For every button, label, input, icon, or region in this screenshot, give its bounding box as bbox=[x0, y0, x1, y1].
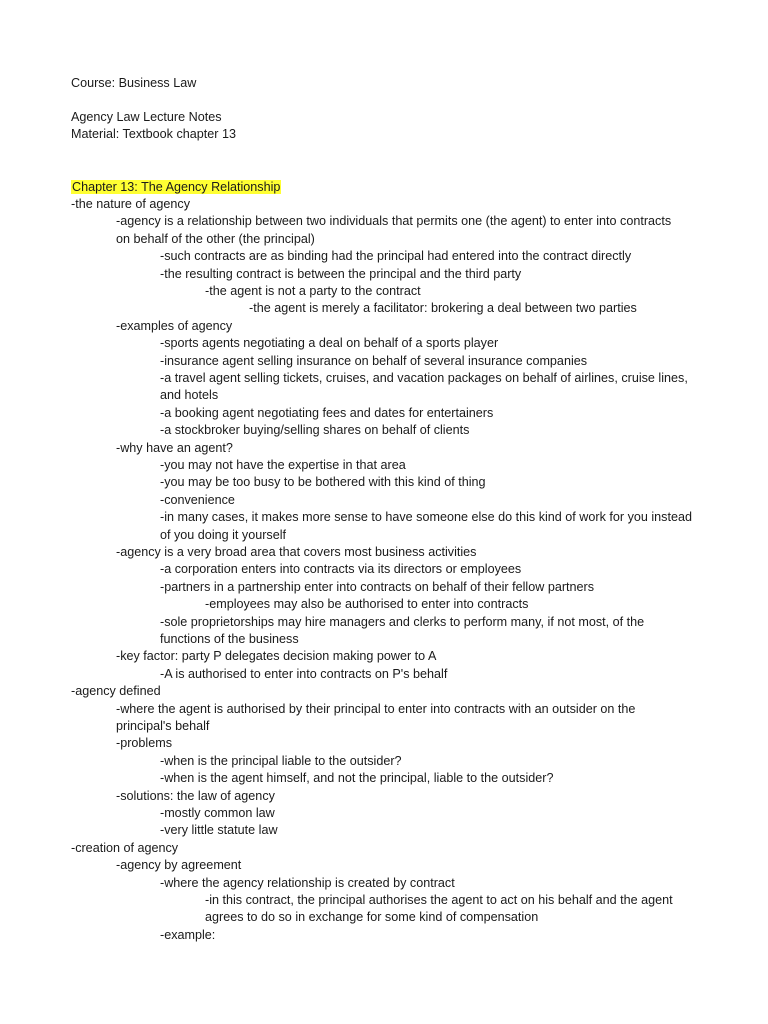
material-line: Material: Textbook chapter 13 bbox=[71, 127, 236, 141]
note-line: -mostly common law bbox=[160, 806, 275, 820]
note-line: -problems bbox=[116, 736, 172, 750]
note-line: -such contracts are as binding had the principal had entered into the contract directly bbox=[160, 249, 632, 263]
note-line: -the agent is not a party to the contract bbox=[205, 284, 421, 298]
note-line: -creation of agency bbox=[71, 841, 179, 855]
note-line: -key factor: party P delegates decision making power to A bbox=[116, 649, 437, 663]
note-line: principal's behalf bbox=[116, 719, 210, 733]
note-line: -examples of agency bbox=[116, 319, 233, 333]
note-line: -when is the agent himself, and not the principal, liable to the outsider? bbox=[160, 771, 554, 785]
note-line: -agency by agreement bbox=[116, 858, 242, 872]
note-line: -convenience bbox=[160, 493, 235, 507]
note-line: -sole proprietorships may hire managers and clerks to perform many, if not most, of the bbox=[160, 615, 645, 629]
note-line: -agency defined bbox=[71, 684, 161, 698]
note-line: -the agent is merely a facilitator: brokering a deal between two parties bbox=[249, 301, 637, 315]
note-line: and hotels bbox=[160, 388, 219, 402]
note-line: -why have an agent? bbox=[116, 441, 233, 455]
chapter-title-highlight: Chapter 13: The Agency Relationship bbox=[72, 180, 281, 194]
note-line: -sports agents negotiating a deal on behalf of a sports player bbox=[160, 336, 499, 350]
note-line: -when is the principal liable to the outsider? bbox=[160, 754, 402, 768]
note-line: on behalf of the other (the principal) bbox=[116, 232, 315, 246]
note-line: functions of the business bbox=[160, 632, 299, 646]
note-line: -very little statute law bbox=[160, 823, 278, 837]
course-line: Course: Business Law bbox=[71, 76, 197, 90]
note-line: -in many cases, it makes more sense to have someone else do this kind of work for you instead bbox=[160, 510, 692, 524]
note-line: -a booking agent negotiating fees and dates for entertainers bbox=[160, 406, 494, 420]
note-line: -a travel agent selling tickets, cruises, and vacation packages on behalf of airlines, cruise lines, bbox=[160, 371, 688, 385]
note-line: -A is authorised to enter into contracts on P's behalf bbox=[160, 667, 448, 681]
note-line: -partners in a partnership enter into contracts on behalf of their fellow partners bbox=[160, 580, 595, 594]
note-line: -a stockbroker buying/selling shares on behalf of clients bbox=[160, 423, 470, 437]
note-line: agrees to do so in exchange for some kind of compensation bbox=[205, 910, 539, 924]
note-line: -the resulting contract is between the principal and the third party bbox=[160, 267, 522, 281]
note-line: -you may not have the expertise in that area bbox=[160, 458, 406, 472]
note-line: of you doing it yourself bbox=[160, 528, 287, 542]
note-line: -agency is a relationship between two individuals that permits one (the agent) to enter into contracts bbox=[116, 214, 672, 228]
note-line: -employees may also be authorised to enter into contracts bbox=[205, 597, 529, 611]
note-line: -where the agent is authorised by their principal to enter into contracts with an outsider on the bbox=[116, 702, 636, 716]
chapter-heading bbox=[71, 179, 711, 196]
note-line: -a corporation enters into contracts via its directors or employees bbox=[160, 562, 522, 576]
note-line: -solutions: the law of agency bbox=[116, 789, 275, 803]
note-line: -the nature of agency bbox=[71, 197, 191, 211]
note-line: -where the agency relationship is created by contract bbox=[160, 876, 455, 890]
note-line: -example: bbox=[160, 928, 216, 942]
note-line: -insurance agent selling insurance on behalf of several insurance companies bbox=[160, 354, 588, 368]
note-line: -you may be too busy to be bothered with this kind of thing bbox=[160, 475, 486, 489]
note-line: -agency is a very broad area that covers most business activities bbox=[116, 545, 477, 559]
note-line: -in this contract, the principal authorises the agent to act on his behalf and the agent bbox=[205, 893, 673, 907]
notes-title: Agency Law Lecture Notes bbox=[71, 110, 222, 124]
